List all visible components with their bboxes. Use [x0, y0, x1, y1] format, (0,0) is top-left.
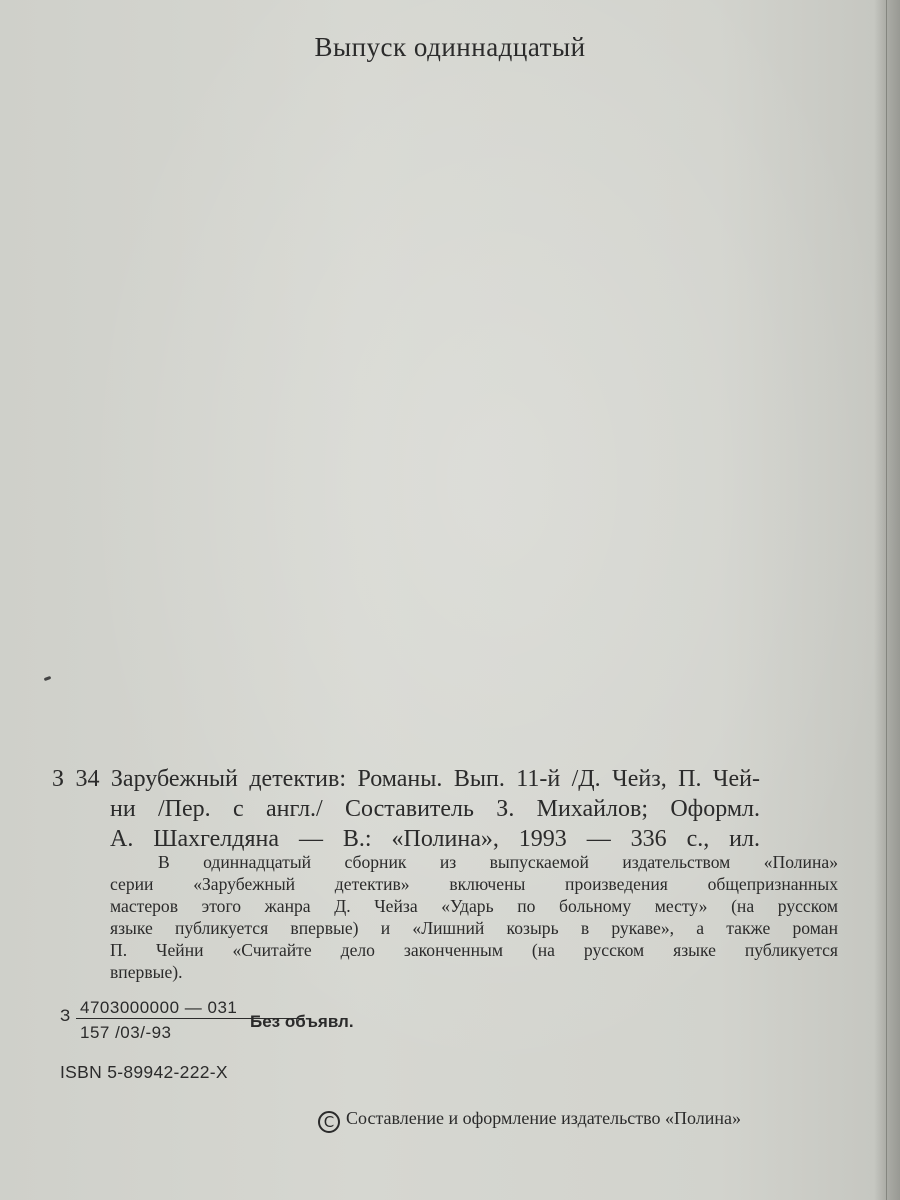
- bibliographic-line: З 34 Зарубежный детектив: Романы. Вып. 11-й /Д. Чейз, П. Чей-: [52, 766, 760, 792]
- classification-numerator: 4703000000 — 031: [76, 998, 304, 1019]
- bibliographic-line: А. Шахгелдяна — В.: «Полина», 1993 — 336 с., ил.: [110, 826, 760, 852]
- copyright-icon: C: [318, 1111, 340, 1133]
- classification-prefix: З: [60, 1006, 71, 1025]
- bibliographic-entry: [52, 764, 760, 854]
- annotation-line: мастеров этого жанра Д. Чейза «Ударь по больному месту» (на русском: [110, 896, 838, 916]
- isbn: ISBN 5-89942-222-X: [60, 1062, 228, 1082]
- annotation-line: впервые).: [110, 962, 183, 982]
- price-note: Без объявл.: [250, 1012, 354, 1031]
- classification-denominator: 157 /03/-93: [80, 1023, 172, 1042]
- annotation-line: серии «Зарубежный детектив» включены произведения общепризнанных: [110, 874, 838, 894]
- page-edge-line: [886, 0, 887, 1200]
- copyright-text: Составление и оформление издательство «Полина»: [346, 1108, 742, 1128]
- annotation: [110, 851, 838, 983]
- annotation-line: языке публикуется впервые) и «Лишний козырь в рукаве», а также роман: [110, 918, 838, 938]
- page-edge-shadow: [874, 0, 900, 1200]
- show-through-text: [420, 168, 447, 258]
- paper-speck: [44, 676, 52, 681]
- annotation-line: В одиннадцатый сборник из выпускаемой издательством «Полина»: [158, 852, 838, 872]
- copyright-line: [318, 1108, 741, 1133]
- series-issue-heading: Выпуск одиннадцатый: [314, 32, 586, 62]
- annotation-line: П. Чейни «Считайте дело законченным (на русском языке публикуется: [110, 940, 838, 960]
- bibliographic-line: ни /Пер. с англ./ Составитель З. Михайлов; Оформл.: [110, 796, 760, 822]
